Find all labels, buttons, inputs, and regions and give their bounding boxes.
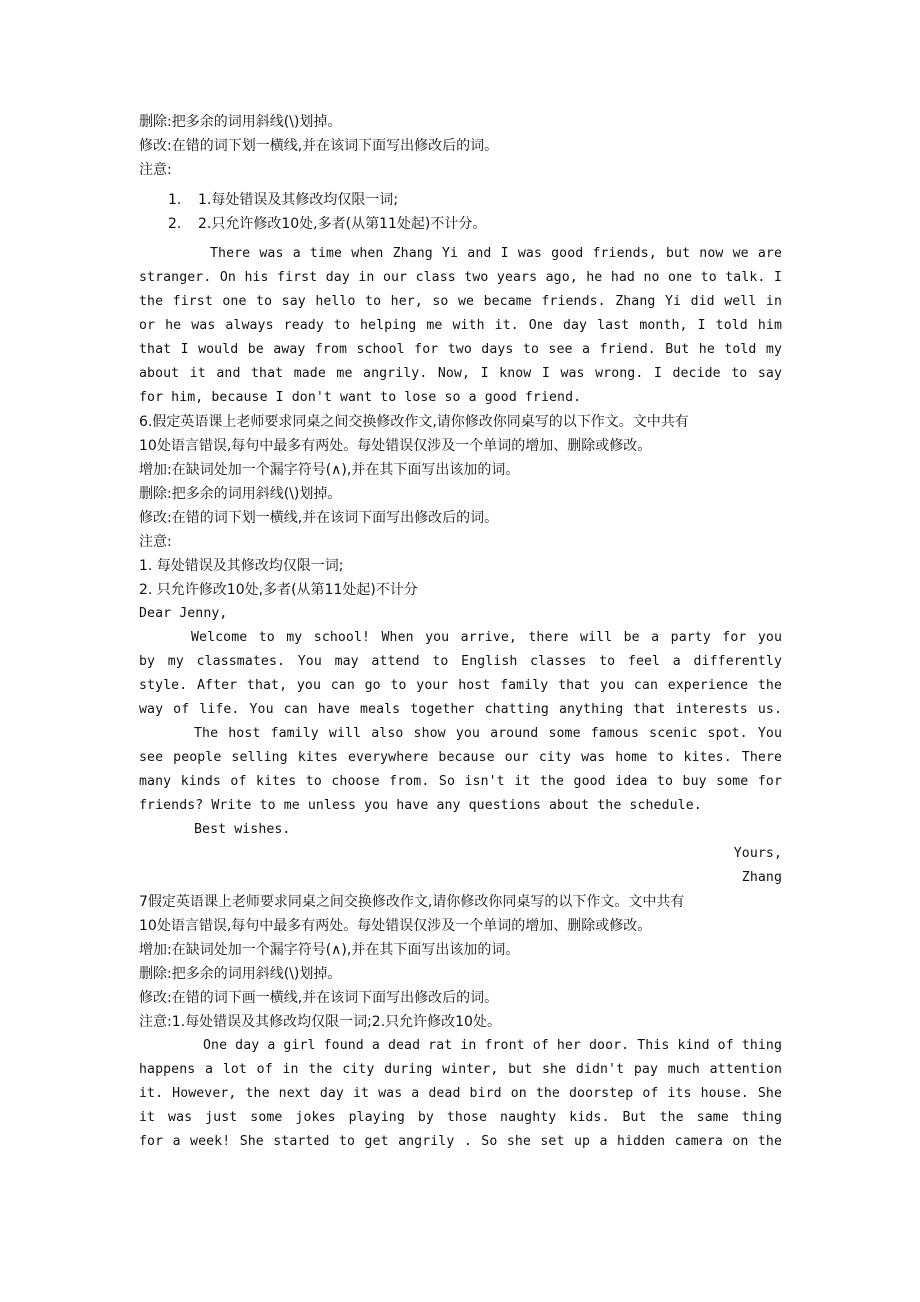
question-6-intro: 10处语言错误,每句中最多有两处。每处错误仅涉及一个单词的增加、删除或修改。 (139, 438, 652, 454)
question-7-intro: 7假定英语课上老师要求同桌之间交换修改作文,请你修改你同桌写的以下作文。文中共有 (139, 894, 685, 910)
list-item-text: 1.每处错误及其修改均仅限一词; (198, 192, 399, 208)
add-rule: 增加:在缺词处加一个漏字符号(∧),并在其下面写出该加的词。 (139, 942, 520, 958)
passage-line: by my classmates. You may attend to English classes to feel a differently (139, 654, 782, 669)
passage-line: see people selling kites everywhere because our city was home to kites. There (139, 750, 782, 765)
passage-line: it. However, the next day it was a dead bird on the doorstep of its house. She (139, 1086, 782, 1101)
letter-sign-off: Yours, (733, 846, 782, 861)
passage-line: it was just some jokes playing by those naughty kids. But the same thing (139, 1110, 782, 1125)
passage-line: One day a girl found a dead rat in front of her door. This kind of thing (203, 1038, 782, 1053)
letter-paragraph-1 (139, 626, 782, 722)
note-label: 注意: (139, 162, 172, 178)
passage-line: Welcome to my school! When you arrive, there will be a party for you (191, 630, 782, 645)
passage-line: stranger. On his first day in our class two years ago, he had no one to talk. I (139, 270, 782, 285)
question-6-intro: 6.假定英语课上老师要求同桌之间交换修改作文,请你修改你同桌写的以下作文。文中共有 (139, 414, 689, 430)
passage-line: style. After that, you can go to your host family that you can experience the (139, 678, 782, 693)
add-rule: 增加:在缺词处加一个漏字符号(∧),并在其下面写出该加的词。 (139, 462, 520, 478)
modify-rule: 修改:在错的词下划一横线,并在该词下面写出修改后的词。 (139, 138, 499, 154)
passage-line: the first one to say hello to her, so we became friends. Zhang Yi did well in (139, 294, 782, 309)
note-label: 注意: (139, 534, 172, 550)
list-item-text: 2.只允许修改10处,多者(从第11处起)不计分。 (198, 216, 487, 232)
document-page (139, 110, 782, 1154)
passage-7 (139, 1034, 782, 1154)
notes-list (139, 188, 782, 236)
list-marker: 1. (168, 192, 182, 208)
passage-line: or he was always ready to helping me with it. One day last month, I told him (139, 318, 782, 333)
note-item: 2. 只允许修改10处,多者(从第11处起)不计分 (139, 582, 418, 598)
passage-line: that I would be away from school for two days to see a friend. But he told my (139, 342, 782, 357)
passage-line: There was a time when Zhang Yi and I was good friends, but now we are (210, 246, 782, 261)
passage-line: friends? Write to me unless you have any questions about the schedule. (139, 798, 702, 813)
list-item (139, 188, 782, 212)
letter-paragraph-2 (139, 722, 782, 818)
list-marker: 2. (168, 216, 182, 232)
passage-line: for a week! She started to get angrily . So she set up a hidden camera on the (139, 1134, 782, 1149)
passage-5 (139, 242, 782, 410)
list-item (139, 212, 782, 236)
passage-line: happens a lot of in the city during winter, but she didn't pay much attention (139, 1062, 782, 1077)
letter-signature: Zhang (741, 870, 782, 885)
note-item: 1. 每处错误及其修改均仅限一词; (139, 558, 344, 574)
question-7-intro: 10处语言错误,每句中最多有两处。每处错误仅涉及一个单词的增加、删除或修改。 (139, 918, 652, 934)
passage-line: for him, because I don't want to lose so a good friend. (139, 390, 582, 405)
passage-line: The host family will also show you around some famous scenic spot. You (194, 726, 782, 741)
letter-greeting: Dear Jenny, (139, 606, 228, 621)
passage-line: many kinds of kites to choose from. So isn't it the good idea to buy some for (139, 774, 782, 789)
note-line: 注意:1.每处错误及其修改均仅限一词;2.只允许修改10处。 (139, 1014, 501, 1030)
passage-line: way of life. You can have meals together chatting anything that interests us. (139, 702, 782, 717)
delete-rule: 删除:把多余的词用斜线(\)划掉。 (139, 486, 342, 502)
modify-rule: 修改:在错的词下画一横线,并在该词下面写出修改后的词。 (139, 990, 499, 1006)
letter-closing: Best wishes. (194, 822, 291, 837)
delete-rule: 删除:把多余的词用斜线(\)划掉。 (139, 114, 342, 130)
passage-line: about it and that made me angrily. Now, I know I was wrong. I decide to say (139, 366, 782, 381)
modify-rule: 修改:在错的词下划一横线,并在该词下面写出修改后的词。 (139, 510, 499, 526)
delete-rule: 删除:把多余的词用斜线(\)划掉。 (139, 966, 342, 982)
